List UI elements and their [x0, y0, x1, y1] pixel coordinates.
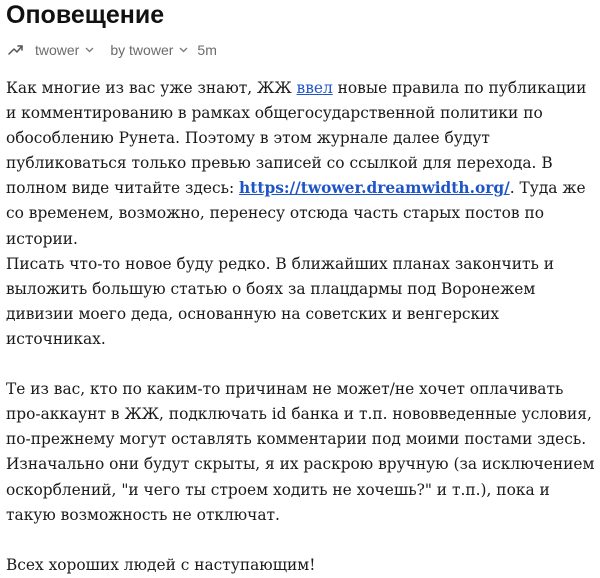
author-name: twower: [129, 42, 174, 58]
author-prefix: by: [110, 42, 126, 58]
spacer: [6, 352, 596, 377]
dreamwidth-link[interactable]: https://twower.dreamwidth.org/: [239, 179, 510, 198]
journal-dropdown[interactable]: [35, 42, 94, 58]
spacer: [6, 528, 596, 553]
post-body: [6, 76, 596, 578]
post-time: 5m: [197, 42, 217, 58]
text-span: Как многие из вас уже знают, ЖЖ: [6, 79, 297, 97]
text-span: новые правила по публикации и комментированию в рамках общегосударственной политики по обособлению Рунета. Поэтому в этом журнале далее будут публиковаться только превью записей со ссылкой для перехода. В полном виде читайте здесь:: [6, 79, 587, 198]
post: [6, 0, 596, 578]
paragraph-4: Всех хороших людей с наступающим!: [6, 555, 316, 574]
paragraph-1: [6, 76, 596, 252]
chevron-down-icon: [179, 47, 188, 53]
trending-up-icon: [6, 40, 26, 60]
link-vvel[interactable]: ввел: [296, 79, 333, 97]
chevron-down-icon: [85, 47, 94, 53]
post-meta: [6, 39, 596, 61]
text-span: . Туда же со временем, возможно, перенесу отсюда часть старых постов по истории.: [6, 179, 586, 248]
paragraph-2: Писать что-то новое буду редко. В ближайших планах закончить и выложить большую статью о боях за плацдармы под Воронежем дивизии моего деда, основанную на советских и венгерских источниках.: [6, 254, 555, 348]
post-title: Оповещение: [6, 1, 165, 29]
journal-name: twower: [35, 42, 80, 58]
paragraph-3: Те из вас, кто по каким-то причинам не может/не хочет оплачивать про-аккаунт в ЖЖ, подключать id банка и т.п. нововведенные условия, по-прежнему могут оставлять комментарии под моими постами здесь. Изначально они будут скрыты, я их раскрою вручную (за исключением оскорблений, "и чего ты строем ходить не хочешь?" и т.п.), пока и такую возможность не отключат.: [6, 380, 595, 524]
author-dropdown[interactable]: [110, 42, 188, 58]
